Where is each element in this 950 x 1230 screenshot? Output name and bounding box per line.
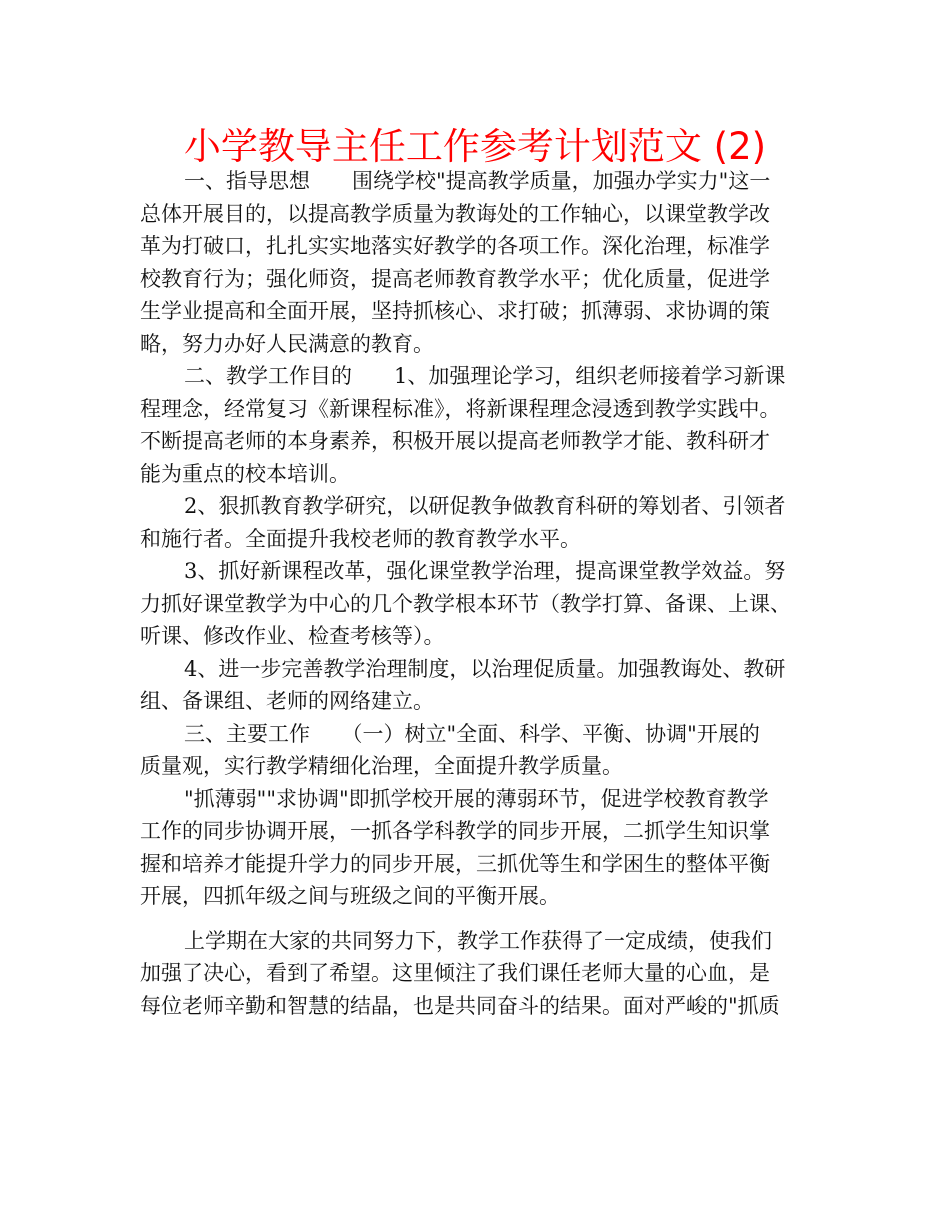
paragraph-line: 力抓好课堂教学为中心的几个教学根本环节（教学打算、备课、上课、 bbox=[140, 591, 791, 616]
paragraph-line: 2、狠抓教育教学研究，以研促教争做教育科研的筹划者、引领者 bbox=[184, 494, 786, 518]
paragraph-line: 4、进一步完善教学治理制度，以治理促质量。加强教诲处、教研 bbox=[184, 656, 786, 681]
paragraph-line: "抓薄弱""求协调"即抓学校开展的薄弱环节，促进学校教育教学 bbox=[184, 786, 769, 811]
paragraph-line: 上学期在大家的共同努力下，教学工作获得了一定成绩，使我们 bbox=[184, 928, 772, 953]
paragraph-line: 校教育行为；强化师资，提高老师教育教学水平；优化质量，促进学 bbox=[140, 266, 770, 291]
paragraph-line: 听课、修改作业、检查考核等）。 bbox=[140, 624, 445, 648]
document-title: 小学教导主任工作参考计划范文 (2) bbox=[183, 125, 767, 168]
paragraph-line: 略，努力办好人民满意的教育。 bbox=[140, 331, 434, 356]
paragraph-line: 加强了决心，看到了希望。这里倾注了我们课任老师大量的心血，是 bbox=[140, 961, 770, 985]
paragraph-line: 3、抓好新课程改革，强化课堂教学治理，提高课堂教学效益。努 bbox=[184, 559, 786, 583]
paragraph-line: 二、教学工作目的 1、加强理论学习，组织老师接着学习新课 bbox=[184, 364, 786, 388]
paragraph-line: 握和培养才能提升学力的同步开展，三抓优等生和学困生的整体平衡 bbox=[140, 851, 770, 876]
paragraph-line: 能为重点的校本培训。 bbox=[140, 461, 350, 486]
paragraph-line: 开展，四抓年级之间与班级之间的平衡开展。 bbox=[140, 884, 560, 908]
paragraph-line: 一、指导思想 围绕学校"提高教学质量，加强办学实力"这一 bbox=[184, 169, 771, 193]
paragraph-line: 工作的同步协调开展，一抓各学科教学的同步开展，二抓学生知识掌 bbox=[140, 819, 770, 843]
paragraph-line: 革为打破口，扎扎实实地落实好教学的各项工作。深化治理，标准学 bbox=[140, 234, 770, 258]
paragraph-line: 程理念，经常复习《新课程标准》，将新课程理念浸透到教学实践中。 bbox=[140, 396, 781, 421]
paragraph-line: 总体开展目的，以提高教学质量为教诲处的工作轴心，以课堂教学改 bbox=[140, 201, 770, 226]
paragraph-line: 组、备课组、老师的网络建立。 bbox=[140, 689, 434, 713]
paragraph-line: 三、主要工作 （一）树立"全面、科学、平衡、协调"开展的 bbox=[184, 721, 760, 746]
paragraph-line: 生学业提高和全面开展，坚持抓核心、求打破；抓薄弱、求协调的策 bbox=[140, 299, 770, 323]
paragraph-line: 质量观，实行教学精细化治理，全面提升教学质量。 bbox=[140, 754, 623, 778]
paragraph-line: 和施行者。全面提升我校老师的教育教学水平。 bbox=[140, 526, 581, 551]
paragraph-line: 每位老师辛勤和智慧的结晶，也是共同奋斗的结果。面对严峻的"抓质 bbox=[140, 993, 780, 1018]
paragraph-line: 不断提高老师的本身素养，积极开展以提高老师教学才能、教科研才 bbox=[140, 429, 770, 453]
document-body bbox=[140, 165, 820, 1022]
